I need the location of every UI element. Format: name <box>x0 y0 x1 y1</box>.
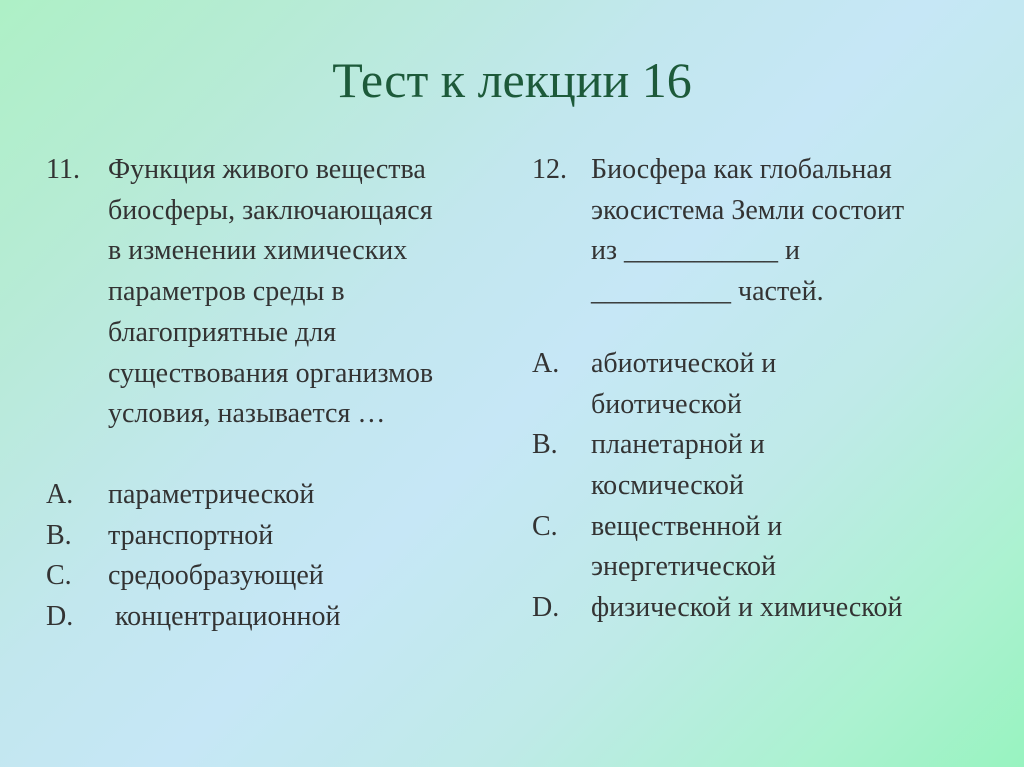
question-number: 11. <box>46 154 80 185</box>
answer-option-b <box>46 516 516 557</box>
option-letter: D. <box>46 601 74 633</box>
question-12-stem <box>532 150 1002 313</box>
answer-option-c <box>46 556 516 597</box>
answer-option-b <box>532 425 1002 506</box>
question-line: экосистема Земли состоит <box>591 194 905 226</box>
question-line: благоприятные для <box>108 316 337 348</box>
question-line: существования организмов <box>108 357 434 389</box>
option-line: физической и химической <box>591 592 903 624</box>
answer-option-c <box>532 507 1002 588</box>
option-line: биотической <box>591 388 742 420</box>
option-letter: D. <box>532 592 560 624</box>
option-text <box>591 344 1002 425</box>
option-line: космической <box>591 469 744 501</box>
question-line: параметров среды в <box>108 276 345 308</box>
answer-option-d <box>532 588 1002 629</box>
answer-options <box>532 344 1002 629</box>
option-text: параметрической <box>108 478 315 510</box>
question-number: 12. <box>532 154 567 185</box>
option-text: средообразующей <box>108 560 324 592</box>
question-12 <box>532 150 1002 629</box>
question-text <box>591 150 1002 313</box>
option-line: абиотической и <box>591 347 777 379</box>
option-line: вещественной и <box>591 510 783 542</box>
option-letter: B. <box>46 519 72 551</box>
question-11-stem <box>46 150 516 435</box>
option-line: планетарной и <box>591 429 765 461</box>
question-line: Биосфера как глобальная <box>591 154 892 185</box>
slide-title: Тест к лекции 16 <box>332 52 692 108</box>
question-line: Функция живого вещества <box>108 154 426 185</box>
option-letter: A. <box>532 347 560 379</box>
option-text: концентрационной <box>108 601 341 633</box>
option-text: транспортной <box>108 519 274 551</box>
answer-option-a <box>46 475 516 516</box>
question-line: __________ частей. <box>591 276 824 308</box>
option-line: энергетической <box>591 551 776 583</box>
answer-option-a <box>532 344 1002 425</box>
option-letter: A. <box>46 478 74 510</box>
option-letter: C. <box>532 510 558 542</box>
option-letter: C. <box>46 560 72 592</box>
question-line: биосферы, заключающаяся <box>108 194 433 226</box>
answer-options <box>46 475 516 638</box>
answer-option-d <box>46 597 516 638</box>
option-letter: B. <box>532 429 558 461</box>
question-line: из ___________ и <box>591 235 801 267</box>
option-text <box>591 588 1002 629</box>
option-text <box>591 507 1002 588</box>
question-line: условия, называется … <box>108 398 386 430</box>
option-text <box>591 425 1002 506</box>
question-text <box>108 150 516 435</box>
question-11 <box>46 150 516 638</box>
question-line: в изменении химических <box>108 235 408 267</box>
